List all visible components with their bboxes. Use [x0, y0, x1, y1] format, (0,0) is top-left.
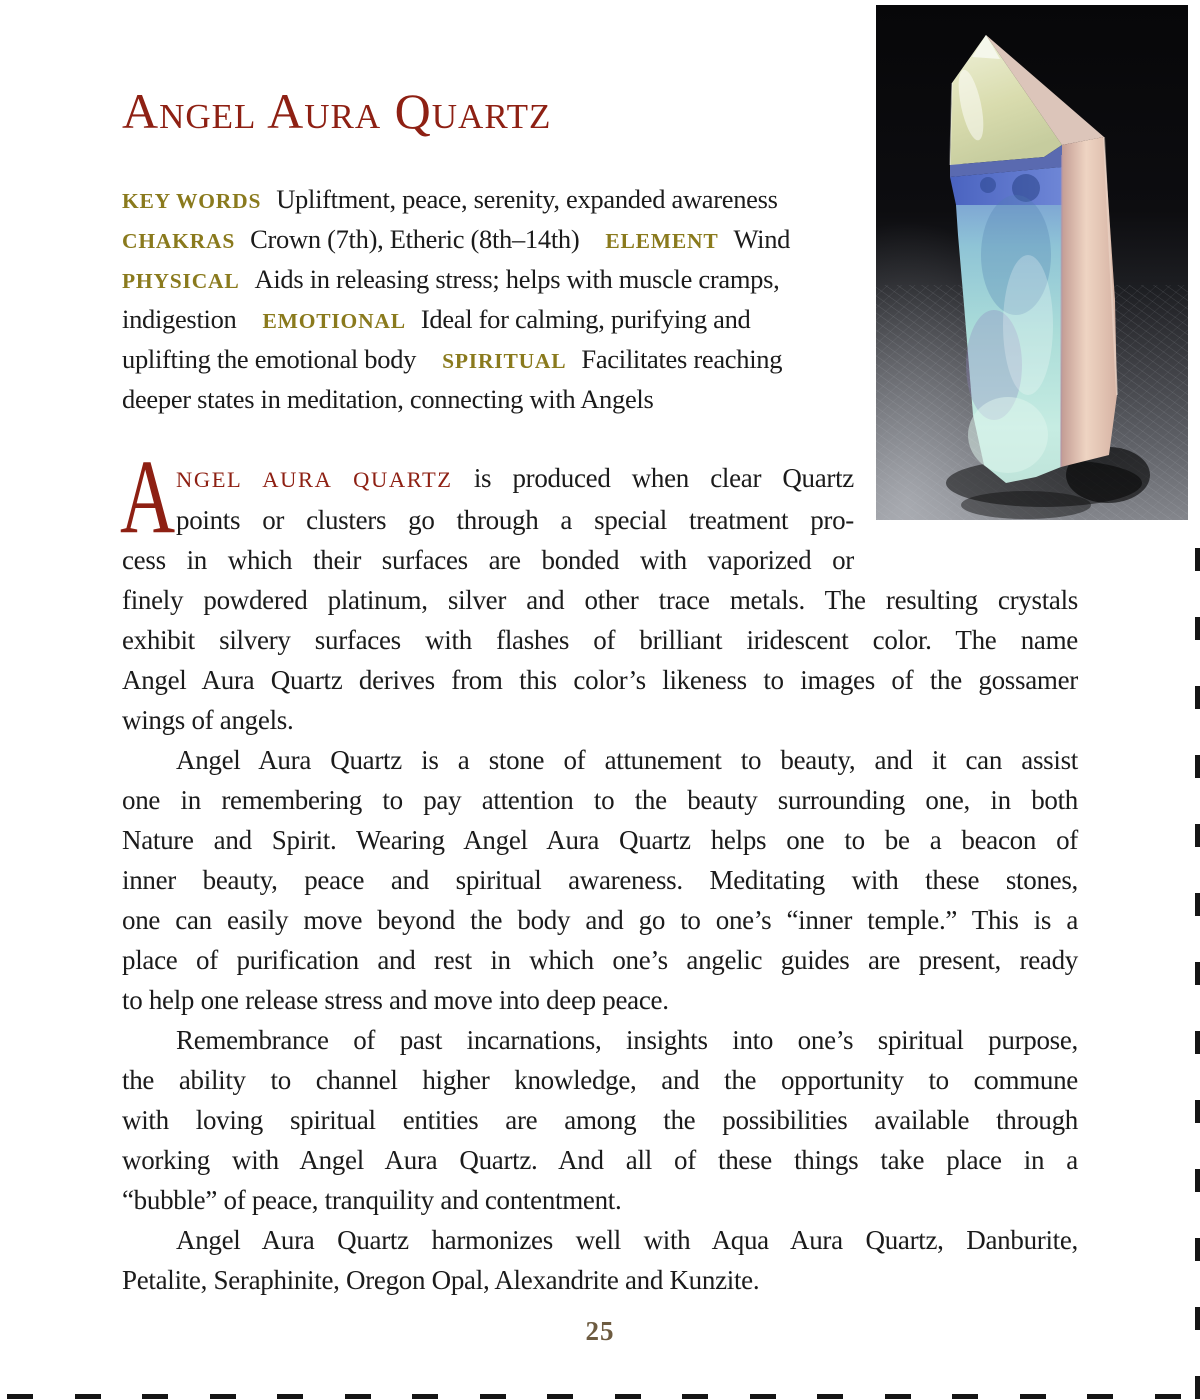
- keyword-line: [122, 300, 864, 340]
- page-edge-mark: [1195, 824, 1200, 847]
- page-edge-dash: [345, 1394, 371, 1399]
- text-line: Angel Aura Quartz is a stone of attunement to beauty, and it can assist: [176, 745, 1078, 775]
- paragraph: [122, 1020, 1078, 1220]
- page-edge-dash: [412, 1394, 438, 1399]
- text-line: one can easily move beyond the body and go to one’s “inner temple.” This is a: [122, 905, 1078, 935]
- page-edge-dash: [885, 1394, 911, 1399]
- paragraph: [122, 1220, 1078, 1300]
- text-line: Remembrance of past incarnations, insights into one’s spiritual purpose,: [176, 1025, 1078, 1055]
- keyword-text: uplifting the emotional body: [122, 344, 417, 374]
- lead-smallcaps: NGEL AURA QUARTZ: [176, 467, 453, 492]
- page-edge-dash: [952, 1394, 978, 1399]
- keyword-text: Facilitates reaching: [581, 344, 783, 374]
- paragraph: [122, 740, 1078, 1020]
- page-edge-mark: [1195, 1031, 1200, 1054]
- keyword-line: [122, 380, 864, 418]
- page-edge-dash: [142, 1394, 168, 1399]
- lead-paragraph-lines: [122, 458, 1078, 740]
- dropcap: A: [120, 438, 176, 555]
- keyword-text: indigestion: [122, 304, 237, 334]
- text-line: cess in which their surfaces are bonded with vaporized or: [122, 545, 854, 575]
- page-edge-mark: [1195, 1169, 1200, 1192]
- keyword-label: PHYSICAL: [122, 269, 240, 293]
- keyword-line: [122, 340, 864, 380]
- keyword-line: [122, 220, 864, 260]
- keywords-block: [122, 180, 864, 418]
- lead-text: is produced when clear Quartz: [452, 463, 854, 493]
- keyword-text: Upliftment, peace, serenity, expanded awareness: [276, 184, 778, 214]
- page-edge-mark: [1195, 1238, 1200, 1261]
- text-line: points or clusters go through a special treatment pro-: [176, 505, 854, 535]
- keyword-text: Crown (7th), Etheric (8th–14th): [250, 224, 580, 254]
- text-line: Petalite, Seraphinite, Oregon Opal, Alexandrite and Kunzite.: [122, 1265, 760, 1295]
- keyword-label: EMOTIONAL: [262, 309, 406, 333]
- text-line: one in remembering to pay attention to the beauty surrounding one, in both: [122, 785, 1078, 815]
- text-line: exhibit silvery surfaces with flashes of brilliant iridescent color. The name: [122, 625, 1078, 655]
- page-edge-dash: [277, 1394, 303, 1399]
- crystal-photo-art: [876, 5, 1188, 520]
- page-edge-dash: [1155, 1394, 1181, 1399]
- page-edge-mark: [1195, 893, 1200, 916]
- text-line: working with Angel Aura Quartz. And all of these things take place in a: [122, 1145, 1078, 1175]
- page-edge-mark: [1195, 1307, 1200, 1330]
- text-line: inner beauty, peace and spiritual awareness. Meditating with these stones,: [122, 865, 1078, 895]
- text-line: [122, 458, 854, 500]
- text-line: place of purification and rest in which one’s angelic guides are present, ready: [122, 945, 1078, 975]
- page-edge-mark: [1195, 548, 1200, 571]
- page-edge-mark: [1195, 1100, 1200, 1123]
- page-edge-dash: [682, 1394, 708, 1399]
- keyword-label: CHAKRAS: [122, 229, 236, 253]
- body-paragraphs: [122, 740, 1078, 1300]
- page-edge-mark: [1195, 1376, 1200, 1399]
- page-edge-mark: [1195, 686, 1200, 709]
- page-number: 25: [585, 1316, 615, 1346]
- text-line: Angel Aura Quartz harmonizes well with Aqua Aura Quartz, Danburite,: [176, 1225, 1078, 1255]
- keyword-text: Wind: [733, 224, 791, 254]
- page-edge-mark: [1195, 617, 1200, 640]
- page-edge-dash: [210, 1394, 236, 1399]
- page-edge-dash: [615, 1394, 641, 1399]
- lead-paragraph: [120, 438, 1078, 740]
- page-edge-dash: [480, 1394, 506, 1399]
- page-edge-mark: [1195, 962, 1200, 985]
- text-line: Nature and Spirit. Wearing Angel Aura Quartz helps one to be a beacon of: [122, 825, 1078, 855]
- text-line: to help one release stress and move into deep peace.: [122, 985, 669, 1015]
- text-line: the ability to channel higher knowledge, and the opportunity to commune: [122, 1065, 1078, 1095]
- page-edge-dash: [547, 1394, 573, 1399]
- text-line: finely powdered platinum, silver and other trace metals. The resulting crystals: [122, 585, 1078, 615]
- text-line: “bubble” of peace, tranquility and contentment.: [122, 1185, 622, 1215]
- text-line: wings of angels.: [122, 705, 294, 735]
- page-title: Angel Aura Quartz: [122, 83, 552, 139]
- page-edge-dash: [750, 1394, 776, 1399]
- page-edge-dash: [7, 1394, 33, 1399]
- page-edge-dash: [817, 1394, 843, 1399]
- keyword-label: SPIRITUAL: [442, 349, 567, 373]
- keyword-text: Ideal for calming, purifying and: [420, 304, 751, 334]
- page-edge-mark: [1195, 755, 1200, 778]
- page-edge-dash: [1020, 1394, 1046, 1399]
- keyword-label: KEY WORDS: [122, 189, 262, 213]
- keyword-text: deeper states in meditation, connecting with Angels: [122, 384, 654, 414]
- page-edge-dash: [1087, 1394, 1113, 1399]
- text-line: Angel Aura Quartz derives from this color’s likeness to images of the gossamer: [122, 665, 1078, 695]
- keyword-line: [122, 260, 864, 300]
- text-line: with loving spiritual entities are among the possibilities available through: [122, 1105, 1078, 1135]
- page-edge-dash: [75, 1394, 101, 1399]
- keyword-line: [122, 180, 864, 220]
- keyword-text: Aids in releasing stress; helps with muscle cramps,: [254, 264, 780, 294]
- crystal-photo: [876, 5, 1188, 520]
- keyword-label: ELEMENT: [605, 229, 719, 253]
